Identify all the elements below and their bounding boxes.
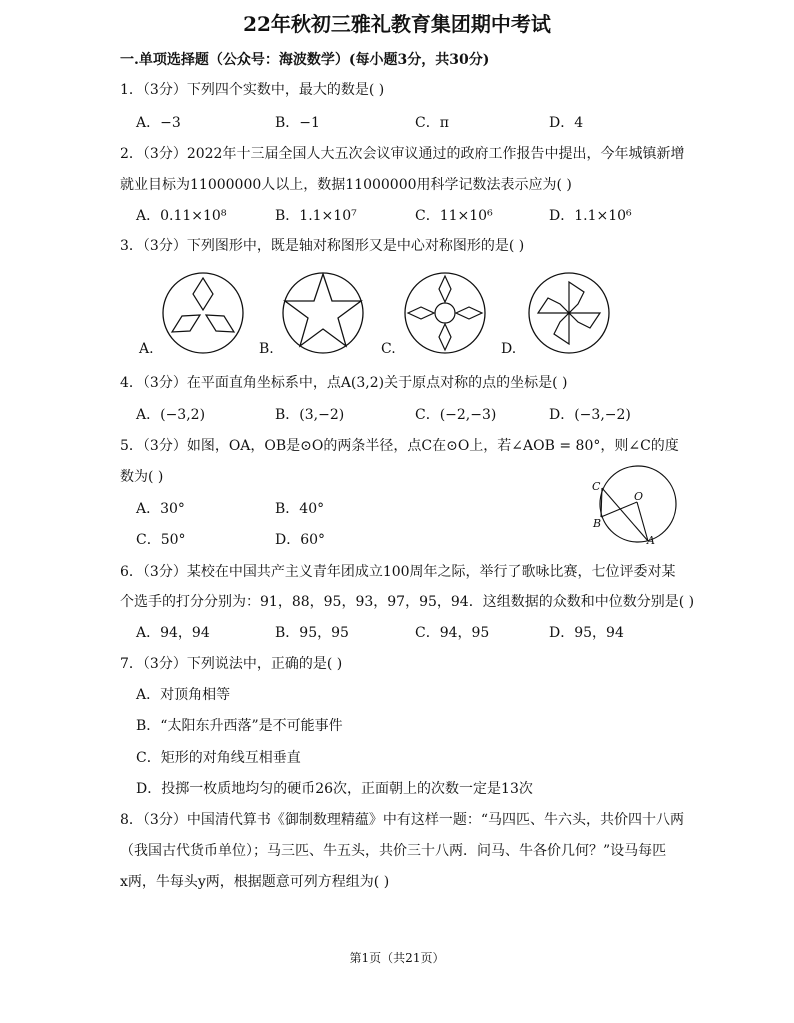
q5-option-d: D．60° <box>275 532 326 548</box>
q6-option-b: B．95，95 <box>275 625 349 641</box>
figure-d-label: D. <box>501 341 517 357</box>
q2-option-b: B．1.1×10⁷ <box>275 208 357 224</box>
q4-option-d: D．(−3,−2) <box>549 407 631 423</box>
page-footer: 第1页（共21页） <box>349 951 445 965</box>
question-2-stem-line2: 就业目标为11000000人以上，数据11000000用科学记数法表示应为( ) <box>120 177 572 193</box>
question-7-stem: 7．（3分）下列说法中，正确的是( ) <box>120 656 343 672</box>
question-5-stem-line1: 5．（3分）如图，OA，OB是⊙O的两条半径，点C在⊙O上，若∠AOB = 80°，则∠C的度 <box>120 438 679 454</box>
q6-option-a: A．94，94 <box>136 625 210 641</box>
q5-option-a: A．30° <box>136 501 185 517</box>
question-6-stem-line2: 个选手的打分分别为：91，88，95，93，97，95，94．这组数据的众数和中位数分别是( ) <box>120 594 695 610</box>
section-heading: 一.单项选择题（公众号：海波数学）(每小题3分，共30分) <box>120 52 490 68</box>
q2-option-a: A．0.11×10⁸ <box>136 208 227 224</box>
question-5-stem-line2: 数为( ) <box>120 469 164 485</box>
figure-d-pinwheel <box>526 270 612 356</box>
question-6-stem-line1: 6．（3分）某校在中国共产主义青年团成立100周年之际，举行了歌咏比赛，七位评委对某 <box>120 564 676 580</box>
q6-option-d: D．95，94 <box>549 625 624 641</box>
q1-option-a: A．−3 <box>136 115 181 131</box>
q5-option-c: C．50° <box>136 532 186 548</box>
question-2-stem-line1: 2．（3分）2022年十三届全国人大五次会议审议通过的政府工作报告中提出，今年城镇新增 <box>120 146 685 162</box>
question-4-stem: 4．（3分）在平面直角坐标系中，点A(3,2)关于原点对称的点的坐标是( ) <box>120 375 568 391</box>
q5-option-b: B．40° <box>275 501 325 517</box>
page-title: 22年秋初三雅礼教育集团期中考试 <box>243 12 551 36</box>
question-8-stem-line1: 8．（3分）中国清代算书《御制数理精蕴》中有这样一题：“马四匹、牛六头，共价四十八两 <box>120 812 684 828</box>
figure-b-star <box>280 270 366 356</box>
q7-option-c: C．矩形的对角线互相垂直 <box>136 750 301 766</box>
figure-c-diamonds <box>402 270 488 356</box>
figure-c-label: C. <box>381 341 396 357</box>
q2-option-c: C．11×10⁶ <box>415 208 493 224</box>
q4-option-b: B．(3,−2) <box>275 407 345 423</box>
q7-option-b: B．“太阳东升西落”是不可能事件 <box>136 718 343 734</box>
q4-option-c: C．(−2,−3) <box>415 407 497 423</box>
q7-option-d: D．投掷一枚质地均匀的硬币26次，正面朝上的次数一定是13次 <box>136 781 533 797</box>
q6-option-c: C．94，95 <box>415 625 490 641</box>
question-8-stem-line3: x两，牛每头y两，根据题意可列方程组为( ) <box>120 874 390 890</box>
figure-a-three-rhombi <box>160 270 246 356</box>
question-8-stem-line2: （我国古代货币单位）；马三匹、牛五头，共价三十八两．问马、牛各价几何？”设马每匹 <box>120 843 667 859</box>
q4-option-a: A．(−3,2) <box>136 407 206 423</box>
q1-option-c: C．π <box>415 115 449 131</box>
figure-b-label: B. <box>259 341 274 357</box>
question-1-stem: 1．（3分）下列四个实数中，最大的数是( ) <box>120 82 385 98</box>
q1-option-b: B．−1 <box>275 115 320 131</box>
q5-label-b: B <box>593 517 602 530</box>
question-3-stem: 3．（3分）下列图形中，既是轴对称图形又是中心对称图形的是( ) <box>120 238 525 254</box>
q5-circle-figure <box>590 462 678 546</box>
q5-label-o: O <box>634 490 644 503</box>
q2-option-d: D．1.1×10⁶ <box>549 208 632 224</box>
q5-label-a: A <box>647 534 655 547</box>
q7-option-a: A．对顶角相等 <box>136 687 231 703</box>
q1-option-d: D．4 <box>549 115 584 131</box>
figure-a-label: A. <box>139 341 154 357</box>
q5-label-c: C <box>592 480 601 493</box>
